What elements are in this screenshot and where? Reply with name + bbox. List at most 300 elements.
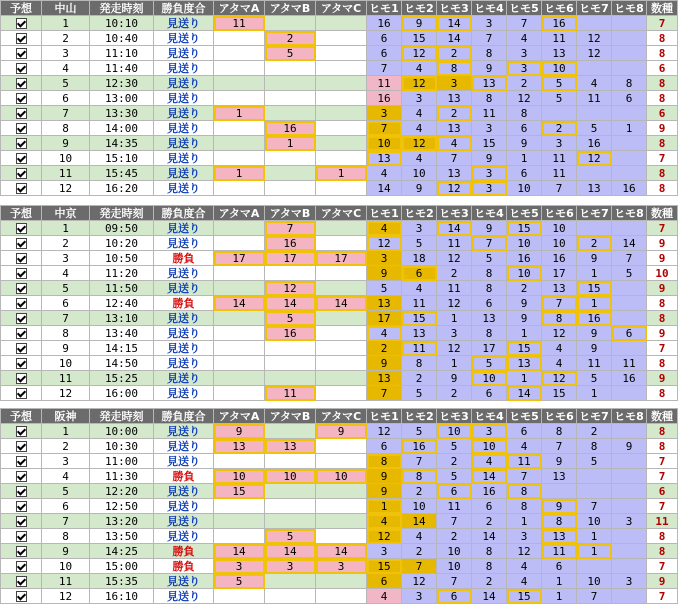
himo-2-cell: 5	[402, 236, 437, 251]
himo-3-cell: 14	[437, 221, 472, 236]
atama-a-cell: 9	[214, 424, 265, 439]
checkbox[interactable]	[16, 253, 27, 264]
atama-c-cell	[316, 91, 367, 106]
himo-3-cell: 10	[437, 544, 472, 559]
himo-3-cell: 2	[437, 454, 472, 469]
yoso-checkbox-cell[interactable]	[1, 544, 42, 559]
atama-b-cell	[265, 76, 316, 91]
table-row	[1, 136, 678, 151]
himo-5-cell: 4	[507, 31, 542, 46]
himo-4-cell: 8	[472, 266, 507, 281]
table-row	[1, 91, 678, 106]
atama-b-cell: 16	[265, 236, 316, 251]
himo-1-cell: 16	[367, 91, 402, 106]
table-header-row	[1, 409, 678, 424]
himo-7-cell: 5	[577, 454, 612, 469]
post-time: 14:00	[90, 121, 154, 136]
checkbox[interactable]	[16, 313, 27, 324]
race-table	[0, 0, 678, 196]
yoso-checkbox-cell[interactable]	[1, 574, 42, 589]
himo-1-cell: 3	[367, 251, 402, 266]
atama-b-header: アタマB	[265, 1, 316, 16]
checkbox[interactable]	[16, 63, 27, 74]
table-row	[1, 16, 678, 31]
shobu-level: 見送り	[154, 181, 214, 196]
yoso-checkbox-cell[interactable]	[1, 371, 42, 386]
himo-8-cell	[612, 386, 647, 401]
count-cell: 7	[647, 499, 678, 514]
shobu-level: 見送り	[154, 236, 214, 251]
himo-2-cell: 9	[402, 181, 437, 196]
himo-7-cell: 2	[577, 236, 612, 251]
checkbox[interactable]	[16, 561, 27, 572]
himo-1-cell: 12	[367, 236, 402, 251]
race-number: 8	[42, 326, 90, 341]
atama-c-cell: 10	[316, 469, 367, 484]
himo-8-cell: 14	[612, 236, 647, 251]
venue-header: 中山	[42, 1, 90, 16]
post-time: 13:00	[90, 91, 154, 106]
himo-6-cell: 10	[542, 221, 577, 236]
himo-header-6: ヒモ6	[542, 206, 577, 221]
yoso-checkbox-cell[interactable]	[1, 559, 42, 574]
race-number: 4	[42, 61, 90, 76]
yoso-checkbox-cell[interactable]	[1, 311, 42, 326]
checkbox[interactable]	[16, 93, 27, 104]
yoso-checkbox-cell[interactable]	[1, 484, 42, 499]
himo-7-cell	[577, 221, 612, 236]
himo-5-cell: 15	[507, 221, 542, 236]
himo-1-cell: 7	[367, 121, 402, 136]
checkbox[interactable]	[16, 456, 27, 467]
himo-8-cell	[612, 16, 647, 31]
yoso-checkbox-cell[interactable]	[1, 151, 42, 166]
shobu-level: 見送り	[154, 386, 214, 401]
himo-8-cell: 6	[612, 91, 647, 106]
atama-c-cell: 14	[316, 296, 367, 311]
himo-5-cell: 2	[507, 281, 542, 296]
checkbox[interactable]	[16, 153, 27, 164]
himo-7-cell: 1	[577, 296, 612, 311]
yoso-checkbox-cell[interactable]	[1, 166, 42, 181]
race-number: 4	[42, 266, 90, 281]
yoso-checkbox-cell[interactable]	[1, 61, 42, 76]
yoso-checkbox-cell[interactable]	[1, 529, 42, 544]
himo-2-cell: 11	[402, 341, 437, 356]
table-row	[1, 589, 678, 604]
time-header: 発走時刻	[90, 1, 154, 16]
checkbox[interactable]	[16, 138, 27, 149]
race-number: 3	[42, 46, 90, 61]
race-number: 5	[42, 76, 90, 91]
post-time: 13:40	[90, 326, 154, 341]
atama-b-cell	[265, 424, 316, 439]
yoso-checkbox-cell[interactable]	[1, 439, 42, 454]
checkbox[interactable]	[16, 501, 27, 512]
himo-7-cell: 5	[577, 121, 612, 136]
table-row	[1, 559, 678, 574]
himo-5-cell: 10	[507, 236, 542, 251]
atama-c-cell	[316, 529, 367, 544]
checkbox[interactable]	[16, 183, 27, 194]
yoso-checkbox-cell[interactable]	[1, 454, 42, 469]
himo-5-cell: 13	[507, 356, 542, 371]
himo-8-cell	[612, 499, 647, 514]
checkbox[interactable]	[16, 238, 27, 249]
table-row	[1, 341, 678, 356]
atama-a-cell	[214, 91, 265, 106]
race-number: 8	[42, 529, 90, 544]
himo-3-cell: 13	[437, 91, 472, 106]
yoso-checkbox-cell[interactable]	[1, 386, 42, 401]
atama-b-cell: 14	[265, 544, 316, 559]
checkbox[interactable]	[16, 516, 27, 527]
himo-4-cell: 3	[472, 121, 507, 136]
checkbox[interactable]	[16, 223, 27, 234]
himo-6-cell: 1	[542, 574, 577, 589]
post-time: 15:00	[90, 559, 154, 574]
yoso-checkbox-cell[interactable]	[1, 121, 42, 136]
himo-6-cell: 13	[542, 46, 577, 61]
himo-5-cell: 4	[507, 559, 542, 574]
count-cell: 6	[647, 61, 678, 76]
table-row	[1, 181, 678, 196]
table-row	[1, 236, 678, 251]
count-cell: 7	[647, 559, 678, 574]
atama-c-cell	[316, 341, 367, 356]
checkbox[interactable]	[16, 298, 27, 309]
atama-c-cell	[316, 326, 367, 341]
himo-3-cell: 14	[437, 31, 472, 46]
himo-6-cell: 3	[542, 136, 577, 151]
yoso-checkbox-cell[interactable]	[1, 424, 42, 439]
checkbox[interactable]	[16, 78, 27, 89]
race-panel	[0, 205, 673, 401]
himo-4-cell: 5	[472, 356, 507, 371]
atama-b-cell	[265, 91, 316, 106]
himo-2-cell: 4	[402, 61, 437, 76]
yoso-checkbox-cell[interactable]	[1, 341, 42, 356]
checkbox[interactable]	[16, 328, 27, 339]
checkbox[interactable]	[16, 108, 27, 119]
himo-5-cell: 3	[507, 46, 542, 61]
yoso-checkbox-cell[interactable]	[1, 91, 42, 106]
himo-2-cell: 12	[402, 46, 437, 61]
himo-6-cell: 8	[542, 514, 577, 529]
race-number: 7	[42, 311, 90, 326]
checkbox[interactable]	[16, 268, 27, 279]
checkbox[interactable]	[16, 48, 27, 59]
checkbox[interactable]	[16, 388, 27, 399]
checkbox[interactable]	[16, 358, 27, 369]
shobu-level: 勝負	[154, 251, 214, 266]
himo-1-cell: 17	[367, 311, 402, 326]
atama-b-cell	[265, 371, 316, 386]
yoso-checkbox-cell[interactable]	[1, 266, 42, 281]
count-cell: 8	[647, 166, 678, 181]
himo-8-cell	[612, 151, 647, 166]
atama-c-cell	[316, 136, 367, 151]
checkbox[interactable]	[16, 18, 27, 29]
himo-header-5: ヒモ5	[507, 206, 542, 221]
himo-header-5: ヒモ5	[507, 409, 542, 424]
yoso-checkbox-cell[interactable]	[1, 221, 42, 236]
atama-a-cell	[214, 121, 265, 136]
himo-2-cell: 6	[402, 266, 437, 281]
himo-6-cell	[542, 106, 577, 121]
yoso-checkbox-cell[interactable]	[1, 31, 42, 46]
himo-7-cell: 9	[577, 341, 612, 356]
yoso-checkbox-cell[interactable]	[1, 281, 42, 296]
himo-header-8: ヒモ8	[612, 409, 647, 424]
yoso-checkbox-cell[interactable]	[1, 514, 42, 529]
race-number: 12	[42, 589, 90, 604]
race-number: 1	[42, 16, 90, 31]
himo-2-cell: 10	[402, 499, 437, 514]
yoso-checkbox-cell[interactable]	[1, 589, 42, 604]
yoso-checkbox-cell[interactable]	[1, 499, 42, 514]
himo-1-cell: 15	[367, 559, 402, 574]
himo-5-cell: 16	[507, 251, 542, 266]
checkbox[interactable]	[16, 471, 27, 482]
himo-1-cell: 2	[367, 341, 402, 356]
post-time: 12:30	[90, 76, 154, 91]
count-cell: 8	[647, 76, 678, 91]
yoso-checkbox-cell[interactable]	[1, 46, 42, 61]
himo-7-cell: 15	[577, 281, 612, 296]
himo-5-cell: 3	[507, 529, 542, 544]
atama-c-header: アタマC	[316, 409, 367, 424]
himo-3-cell: 5	[437, 469, 472, 484]
himo-header-6: ヒモ6	[542, 409, 577, 424]
yoso-checkbox-cell[interactable]	[1, 106, 42, 121]
himo-3-cell: 12	[437, 251, 472, 266]
race-number: 12	[42, 181, 90, 196]
himo-7-cell	[577, 16, 612, 31]
himo-3-cell: 3	[437, 76, 472, 91]
post-time: 13:50	[90, 529, 154, 544]
atama-b-cell: 1	[265, 136, 316, 151]
post-time: 15:10	[90, 151, 154, 166]
himo-3-cell: 4	[437, 136, 472, 151]
himo-7-cell: 9	[577, 326, 612, 341]
yoso-checkbox-cell[interactable]	[1, 251, 42, 266]
post-time: 10:50	[90, 251, 154, 266]
atama-a-cell	[214, 589, 265, 604]
atama-b-cell	[265, 589, 316, 604]
himo-8-cell	[612, 46, 647, 61]
himo-6-cell: 8	[542, 311, 577, 326]
atama-b-cell	[265, 499, 316, 514]
table-row	[1, 356, 678, 371]
atama-a-cell: 14	[214, 544, 265, 559]
himo-1-cell: 14	[367, 181, 402, 196]
atama-a-cell	[214, 266, 265, 281]
atama-a-cell: 15	[214, 484, 265, 499]
himo-4-cell: 8	[472, 544, 507, 559]
himo-1-cell: 6	[367, 574, 402, 589]
venue-header: 阪神	[42, 409, 90, 424]
himo-7-cell: 10	[577, 574, 612, 589]
checkbox[interactable]	[16, 441, 27, 452]
checkbox[interactable]	[16, 33, 27, 44]
atama-b-cell: 3	[265, 559, 316, 574]
table-row	[1, 266, 678, 281]
shobu-level: 見送り	[154, 514, 214, 529]
count-cell: 7	[647, 469, 678, 484]
shobu-level: 見送り	[154, 529, 214, 544]
himo-3-cell: 10	[437, 559, 472, 574]
himo-7-cell: 16	[577, 311, 612, 326]
himo-2-cell: 2	[402, 544, 437, 559]
himo-5-cell: 8	[507, 484, 542, 499]
race-number: 9	[42, 544, 90, 559]
post-time: 12:40	[90, 296, 154, 311]
checkbox[interactable]	[16, 373, 27, 384]
himo-4-cell: 5	[472, 251, 507, 266]
himo-4-cell: 11	[472, 106, 507, 121]
himo-6-cell: 6	[542, 559, 577, 574]
himo-4-cell: 17	[472, 341, 507, 356]
himo-5-cell: 12	[507, 91, 542, 106]
table-row	[1, 386, 678, 401]
shobu-level: 見送り	[154, 136, 214, 151]
himo-3-cell: 1	[437, 311, 472, 326]
checkbox[interactable]	[16, 546, 27, 557]
count-cell: 9	[647, 121, 678, 136]
atama-b-cell	[265, 266, 316, 281]
venue-header: 中京	[42, 206, 90, 221]
count-cell: 8	[647, 296, 678, 311]
himo-6-cell: 11	[542, 31, 577, 46]
himo-5-cell: 14	[507, 386, 542, 401]
atama-c-cell: 3	[316, 559, 367, 574]
checkbox[interactable]	[16, 426, 27, 437]
race-panel	[0, 408, 673, 604]
himo-6-cell: 9	[542, 454, 577, 469]
yoso-checkbox-cell[interactable]	[1, 136, 42, 151]
atama-a-cell: 14	[214, 296, 265, 311]
race-number: 2	[42, 236, 90, 251]
himo-8-cell: 1	[612, 121, 647, 136]
himo-7-cell: 7	[577, 499, 612, 514]
count-header: 数種	[647, 1, 678, 16]
atama-c-cell	[316, 31, 367, 46]
himo-3-cell: 11	[437, 236, 472, 251]
shobu-level: 見送り	[154, 61, 214, 76]
himo-2-cell: 16	[402, 439, 437, 454]
table-row	[1, 424, 678, 439]
atama-a-cell	[214, 341, 265, 356]
himo-header-2: ヒモ2	[402, 1, 437, 16]
yoso-checkbox-cell[interactable]	[1, 76, 42, 91]
shobu-level: 見送り	[154, 16, 214, 31]
shobu-level: 見送り	[154, 439, 214, 454]
himo-3-cell: 5	[437, 439, 472, 454]
himo-header-1: ヒモ1	[367, 409, 402, 424]
count-cell: 6	[647, 484, 678, 499]
atama-c-cell	[316, 574, 367, 589]
himo-6-cell: 5	[542, 76, 577, 91]
himo-8-cell	[612, 424, 647, 439]
himo-5-cell: 15	[507, 589, 542, 604]
atama-c-cell: 17	[316, 251, 367, 266]
himo-8-cell	[612, 221, 647, 236]
yoso-checkbox-cell[interactable]	[1, 326, 42, 341]
himo-2-cell: 10	[402, 166, 437, 181]
checkbox[interactable]	[16, 283, 27, 294]
atama-b-cell	[265, 514, 316, 529]
time-header: 発走時刻	[90, 409, 154, 424]
himo-7-cell: 12	[577, 46, 612, 61]
checkbox[interactable]	[16, 591, 27, 602]
table-row	[1, 221, 678, 236]
shobu-header: 勝負度合	[154, 206, 214, 221]
himo-4-cell: 3	[472, 424, 507, 439]
yoso-checkbox-cell[interactable]	[1, 16, 42, 31]
atama-a-cell: 1	[214, 166, 265, 181]
race-number: 11	[42, 166, 90, 181]
count-cell: 6	[647, 106, 678, 121]
himo-8-cell	[612, 469, 647, 484]
himo-3-cell: 13	[437, 121, 472, 136]
count-cell: 7	[647, 16, 678, 31]
yoso-checkbox-cell[interactable]	[1, 356, 42, 371]
table-header-row	[1, 1, 678, 16]
himo-5-cell: 8	[507, 499, 542, 514]
atama-a-cell	[214, 356, 265, 371]
post-time: 10:20	[90, 236, 154, 251]
atama-b-cell	[265, 484, 316, 499]
himo-2-cell: 2	[402, 484, 437, 499]
checkbox[interactable]	[16, 123, 27, 134]
post-time: 15:45	[90, 166, 154, 181]
himo-8-cell	[612, 589, 647, 604]
yoso-checkbox-cell[interactable]	[1, 296, 42, 311]
post-time: 15:25	[90, 371, 154, 386]
count-cell: 8	[647, 91, 678, 106]
himo-4-cell: 3	[472, 181, 507, 196]
himo-6-cell: 12	[542, 371, 577, 386]
himo-1-cell: 4	[367, 514, 402, 529]
atama-c-cell	[316, 514, 367, 529]
checkbox[interactable]	[16, 576, 27, 587]
shobu-level: 見送り	[154, 221, 214, 236]
yoso-checkbox-cell[interactable]	[1, 236, 42, 251]
yoso-checkbox-cell[interactable]	[1, 181, 42, 196]
checkbox[interactable]	[16, 168, 27, 179]
himo-7-cell	[577, 106, 612, 121]
post-time: 11:40	[90, 61, 154, 76]
race-number: 4	[42, 469, 90, 484]
himo-7-cell: 1	[577, 544, 612, 559]
atama-b-cell	[265, 574, 316, 589]
checkbox[interactable]	[16, 343, 27, 354]
himo-3-cell: 3	[437, 326, 472, 341]
checkbox[interactable]	[16, 531, 27, 542]
checkbox[interactable]	[16, 486, 27, 497]
himo-1-cell: 12	[367, 529, 402, 544]
himo-2-cell: 12	[402, 136, 437, 151]
himo-1-cell: 11	[367, 76, 402, 91]
himo-8-cell	[612, 341, 647, 356]
race-number: 1	[42, 424, 90, 439]
atama-a-cell	[214, 514, 265, 529]
shobu-level: 勝負	[154, 296, 214, 311]
yoso-checkbox-cell[interactable]	[1, 469, 42, 484]
himo-2-cell: 14	[402, 514, 437, 529]
himo-2-cell: 7	[402, 559, 437, 574]
